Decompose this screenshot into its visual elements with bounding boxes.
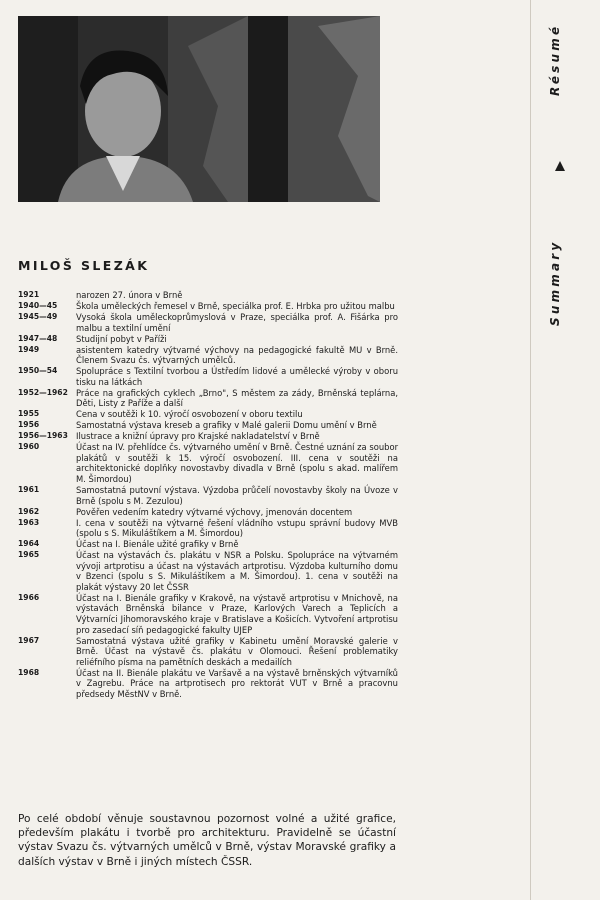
bio-year: 1962 [18, 506, 40, 516]
bio-entry [18, 539, 398, 550]
bio-text: I. cena v soutěži na výtvarné řešení vládního vstupu správní budovy MVB (spolu s S. Mikuláštíkem a M. Šimordou) [76, 517, 398, 539]
bio-entry [18, 550, 398, 592]
bio-year: 1940—45 [18, 300, 58, 310]
bio-text: Škola uměleckých řemesel v Brně, speciálka prof. E. Hrbka pro užitou malbu [76, 300, 395, 311]
bio-text: Účast na I. Bienále užité grafiky v Brně [76, 539, 239, 550]
bio-entry [18, 301, 398, 312]
biography-list [18, 290, 398, 700]
bio-entry [18, 409, 398, 420]
bio-entry [18, 290, 398, 301]
artist-portrait-photo [18, 16, 380, 202]
bio-year: 1947—48 [18, 333, 58, 343]
bio-year: 1966 [18, 592, 40, 602]
bio-year: 1950—54 [18, 366, 58, 376]
bio-entry [18, 388, 398, 409]
bio-text: Pověřen vedením katedry výtvarné výchovy, jmenován docentem [76, 506, 353, 517]
closing-paragraph: Po celé období věnuje soustavnou pozornost volné a užité grafice, především plakátu i tvorbě pro architekturu. Pravidelně se účastní výstav Svazu čs. výtvarných umělců v Brně, výstav Moravské grafiky a dalších výstav v Brně i jiných místech ČSSR. [18, 813, 396, 868]
summary-label: Summary [548, 239, 562, 327]
bio-text: Účast na II. Bienále plakátu ve Varšavě a na výstavě brněnských výtvarníků v Zagrebu. Práce na artprotisech pro rektorát VUT v Brně a pracovnu předsedy MěstNV v Brně. [76, 667, 398, 699]
bio-text: Studijní pobyt v Paříži [76, 333, 167, 344]
bio-text: Cena v soutěži k 10. výročí osvobození v oboru textilu [76, 409, 303, 420]
bio-year: 1968 [18, 667, 40, 677]
bio-entry [18, 593, 398, 635]
bio-entry [18, 334, 398, 345]
bio-year: 1960 [18, 442, 40, 452]
bio-year: 1949 [18, 344, 40, 354]
bio-entry [18, 485, 398, 506]
bio-text: Vysoká škola uměleckoprůmyslová v Praze, speciálka prof. A. Fišárka pro malbu a textilní umění [76, 311, 398, 333]
bio-entry [18, 345, 398, 366]
bio-text: Samostatná výstava kreseb a grafiky v Malé galerii Domu umění v Brně [76, 420, 377, 431]
bio-text: Účast na IV. přehlídce čs. výtvarného umění v Brně. Čestné uznání za soubor plakátů v soutěži k 15. výročí osvobození. III. cena v soutěži na architektonické doplňky novostavby divadla v Brně (spolu s akad. malířem M. Šimordou) [76, 442, 399, 484]
bio-year: 1945—49 [18, 311, 58, 321]
artist-name: MILOŠ SLEZÁK [18, 258, 150, 273]
bio-year: 1961 [18, 484, 40, 494]
bio-text: Samostatná výstava užité grafiky v Kabinetu umění Moravské galerie v Brně. Účast na výstavě čs. plakátu v Olomouci. Řešení problematiky reliéfního písma na pamětních deskách a medailích [76, 635, 398, 667]
bio-year: 1964 [18, 539, 40, 549]
bio-year: 1952—1962 [18, 387, 68, 397]
bio-entry [18, 442, 398, 484]
bio-year: 1956 [18, 420, 40, 430]
bio-year: 1963 [18, 517, 40, 527]
bio-entry [18, 668, 398, 700]
bio-year: 1956—1963 [18, 431, 68, 441]
triangle-marker-icon [554, 160, 566, 172]
bio-text: narozen 27. února v Brně [76, 290, 183, 300]
bio-text: Účast na výstavách čs. plakátu v NSR a Polsku. Spolupráce na výtvarném vývoji artprotisu a účast na výstavách artprotisu. Výzdoba kulturního domu v Bzenci (spolu s S. Mikuláštíkem a M. Šimordou). 1. cena v soutěži na plakát výstavy 20 let ČSSR [76, 550, 398, 592]
bio-entry [18, 312, 398, 333]
bio-entry [18, 518, 398, 539]
bio-text: Samostatná putovní výstava. Výzdoba průčelí novostavby školy na Úvoze v Brně (spolu s M. Zezulou) [76, 484, 398, 506]
bio-entry [18, 431, 398, 442]
bio-year: 1955 [18, 409, 40, 419]
bio-entry [18, 636, 398, 668]
bio-text: Práce na grafických cyklech „Brno", S městem za zády, Brněnská teplárna, Děti, Listy z Paříže a další [76, 387, 398, 409]
resume-label: Résumé [548, 23, 562, 97]
bio-text: Účast na I. Bienále grafiky v Krakově, na výstavě artprotisu v Mnichově, na výstavách Brněnská bilance v Praze, Karlových Varech a Teplicích a Výtvarníci Jihomoravského kraje v Bratislave a Košicích. Vytvoření artprotisu pro zasedací síň pedagogické fakulty UJEP [76, 592, 398, 635]
bio-entry [18, 366, 398, 387]
bio-year: 1965 [18, 550, 40, 560]
sidebar-divider [530, 0, 531, 900]
bio-text: Spolupráce s Textilní tvorbou a Ústředím lidové a umělecké výroby v oboru tisku na látkách [76, 366, 398, 387]
bio-text: Ilustrace a knižní úpravy pro Krajské nakladatelství v Brně [76, 431, 320, 442]
bio-entry [18, 507, 398, 518]
bio-text: asistentem katedry výtvarné výchovy na pedagogické fakultě MU v Brně. Členem Svazu čs. výtvarných umělců. [76, 344, 398, 366]
bio-entry [18, 420, 398, 431]
bio-year: 1967 [18, 635, 40, 645]
bio-year: 1921 [18, 290, 40, 299]
